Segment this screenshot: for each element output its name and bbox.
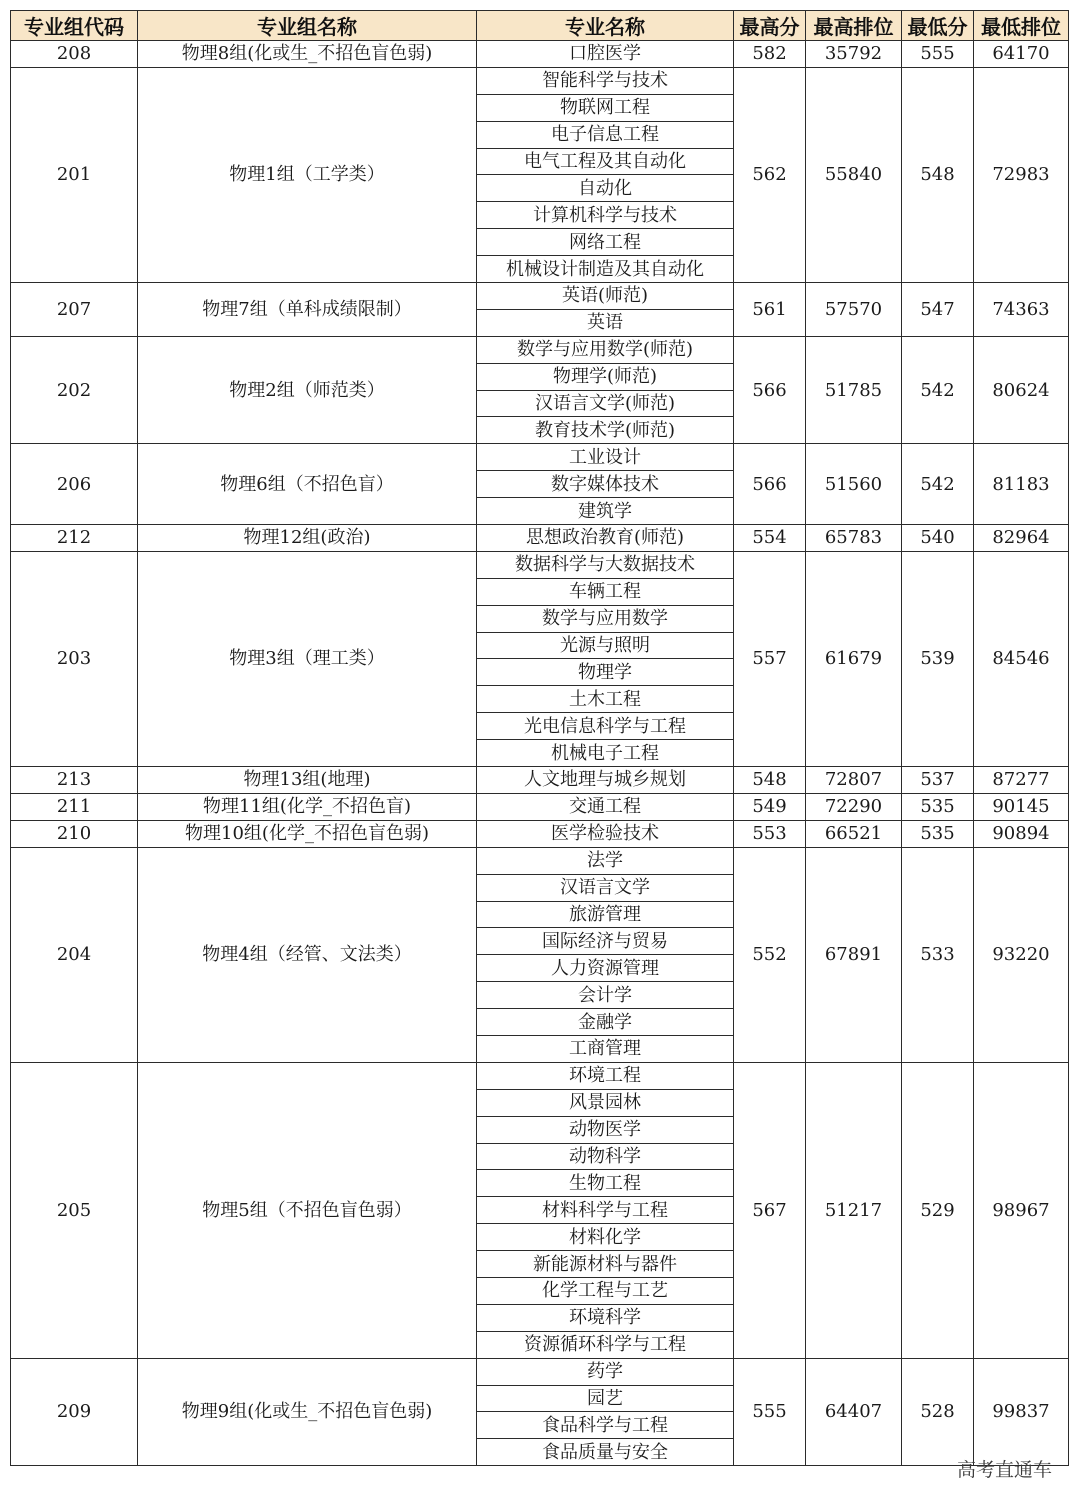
min-rank-cell: 90145	[974, 793, 1069, 820]
max-score-cell: 549	[734, 793, 806, 820]
major-name-cell: 自动化	[477, 175, 734, 202]
group-name-cell: 物理6组（不招色盲）	[138, 444, 477, 525]
table-row	[11, 444, 1069, 471]
major-name-cell: 汉语言文学	[477, 874, 734, 901]
major-name-cell: 国际经济与贸易	[477, 928, 734, 955]
min-score-cell: 555	[902, 41, 974, 68]
major-name-cell: 食品质量与安全	[477, 1439, 734, 1466]
header-min-score: 最低分	[902, 11, 974, 41]
group-code-cell: 201	[11, 67, 138, 282]
min-score-cell: 547	[902, 283, 974, 337]
min-rank-cell: 82964	[974, 525, 1069, 552]
table-row	[11, 1062, 1069, 1089]
max-rank-cell: 51217	[806, 1062, 902, 1358]
major-name-cell: 光电信息科学与工程	[477, 713, 734, 740]
major-name-cell: 园艺	[477, 1385, 734, 1412]
major-name-cell: 化学工程与工艺	[477, 1277, 734, 1304]
major-name-cell: 计算机科学与技术	[477, 202, 734, 229]
min-rank-cell: 90894	[974, 820, 1069, 847]
group-code-cell: 213	[11, 767, 138, 794]
max-score-cell: 555	[734, 1358, 806, 1466]
major-name-cell: 法学	[477, 847, 734, 874]
major-name-cell: 智能科学与技术	[477, 67, 734, 94]
max-score-cell: 552	[734, 847, 806, 1062]
major-name-cell: 环境科学	[477, 1304, 734, 1331]
major-name-cell: 机械电子工程	[477, 740, 734, 767]
min-score-cell: 539	[902, 551, 974, 766]
min-score-cell: 533	[902, 847, 974, 1062]
major-name-cell: 数学与应用数学(师范)	[477, 336, 734, 363]
major-name-cell: 数字媒体技术	[477, 471, 734, 498]
major-name-cell: 医学检验技术	[477, 820, 734, 847]
max-rank-cell: 67891	[806, 847, 902, 1062]
major-name-cell: 机械设计制造及其自动化	[477, 256, 734, 283]
major-name-cell: 药学	[477, 1358, 734, 1385]
header-group-name: 专业组名称	[138, 11, 477, 41]
min-rank-cell: 74363	[974, 283, 1069, 337]
max-score-cell: 561	[734, 283, 806, 337]
major-name-cell: 土木工程	[477, 686, 734, 713]
min-rank-cell: 98967	[974, 1062, 1069, 1358]
max-rank-cell: 51785	[806, 336, 902, 444]
max-score-cell: 566	[734, 336, 806, 444]
max-score-cell: 562	[734, 67, 806, 282]
table-body	[11, 41, 1069, 1466]
major-name-cell: 建筑学	[477, 498, 734, 525]
min-rank-cell: 64170	[974, 41, 1069, 68]
group-code-cell: 210	[11, 820, 138, 847]
header-major-name: 专业名称	[477, 11, 734, 41]
table-row	[11, 283, 1069, 310]
major-name-cell: 资源循环科学与工程	[477, 1331, 734, 1358]
group-name-cell: 物理11组(化学_不招色盲)	[138, 793, 477, 820]
group-name-cell: 物理1组（工学类）	[138, 67, 477, 282]
table-row	[11, 551, 1069, 578]
major-name-cell: 汉语言文学(师范)	[477, 390, 734, 417]
max-score-cell: 553	[734, 820, 806, 847]
major-name-cell: 动物科学	[477, 1143, 734, 1170]
group-code-cell: 207	[11, 283, 138, 337]
major-name-cell: 环境工程	[477, 1062, 734, 1089]
major-name-cell: 会计学	[477, 982, 734, 1009]
group-code-cell: 208	[11, 41, 138, 68]
min-score-cell: 528	[902, 1358, 974, 1466]
min-rank-cell: 99837	[974, 1358, 1069, 1466]
group-name-cell: 物理5组（不招色盲色弱）	[138, 1062, 477, 1358]
table-row	[11, 847, 1069, 874]
group-code-cell: 205	[11, 1062, 138, 1358]
major-name-cell: 交通工程	[477, 793, 734, 820]
max-score-cell: 582	[734, 41, 806, 68]
major-name-cell: 物理学(师范)	[477, 363, 734, 390]
table-row	[11, 67, 1069, 94]
table-row	[11, 793, 1069, 820]
major-name-cell: 生物工程	[477, 1170, 734, 1197]
group-name-cell: 物理13组(地理)	[138, 767, 477, 794]
max-rank-cell: 72290	[806, 793, 902, 820]
max-score-cell: 567	[734, 1062, 806, 1358]
major-name-cell: 英语	[477, 309, 734, 336]
min-score-cell: 542	[902, 336, 974, 444]
max-rank-cell: 55840	[806, 67, 902, 282]
min-rank-cell: 72983	[974, 67, 1069, 282]
major-name-cell: 旅游管理	[477, 901, 734, 928]
table-row	[11, 1358, 1069, 1385]
max-rank-cell: 72807	[806, 767, 902, 794]
major-name-cell: 数据科学与大数据技术	[477, 551, 734, 578]
group-name-cell: 物理10组(化学_不招色盲色弱)	[138, 820, 477, 847]
max-rank-cell: 61679	[806, 551, 902, 766]
min-rank-cell: 80624	[974, 336, 1069, 444]
major-name-cell: 物联网工程	[477, 94, 734, 121]
header-group-code: 专业组代码	[11, 11, 138, 41]
min-score-cell: 529	[902, 1062, 974, 1358]
max-rank-cell: 65783	[806, 525, 902, 552]
table-row	[11, 525, 1069, 552]
major-name-cell: 新能源材料与器件	[477, 1251, 734, 1278]
max-score-cell: 566	[734, 444, 806, 525]
major-name-cell: 电气工程及其自动化	[477, 148, 734, 175]
major-name-cell: 光源与照明	[477, 632, 734, 659]
watermark-text: 高考直通车	[956, 1459, 1052, 1481]
group-code-cell: 211	[11, 793, 138, 820]
major-name-cell: 工业设计	[477, 444, 734, 471]
header-max-rank: 最高排位	[806, 11, 902, 41]
max-rank-cell: 51560	[806, 444, 902, 525]
min-rank-cell: 93220	[974, 847, 1069, 1062]
max-rank-cell: 66521	[806, 820, 902, 847]
major-name-cell: 英语(师范)	[477, 283, 734, 310]
group-code-cell: 203	[11, 551, 138, 766]
major-name-cell: 人文地理与城乡规划	[477, 767, 734, 794]
max-rank-cell: 35792	[806, 41, 902, 68]
major-name-cell: 动物医学	[477, 1116, 734, 1143]
group-name-cell: 物理7组（单科成绩限制）	[138, 283, 477, 337]
major-name-cell: 思想政治教育(师范)	[477, 525, 734, 552]
min-score-cell: 537	[902, 767, 974, 794]
max-score-cell: 557	[734, 551, 806, 766]
major-name-cell: 材料科学与工程	[477, 1197, 734, 1224]
major-name-cell: 物理学	[477, 659, 734, 686]
table-row	[11, 820, 1069, 847]
major-name-cell: 食品科学与工程	[477, 1412, 734, 1439]
min-score-cell: 535	[902, 793, 974, 820]
group-code-cell: 209	[11, 1358, 138, 1466]
max-rank-cell: 57570	[806, 283, 902, 337]
admission-score-table	[10, 10, 1069, 1466]
major-name-cell: 电子信息工程	[477, 121, 734, 148]
major-name-cell: 教育技术学(师范)	[477, 417, 734, 444]
major-name-cell: 材料化学	[477, 1224, 734, 1251]
group-name-cell: 物理8组(化或生_不招色盲色弱)	[138, 41, 477, 68]
table-row	[11, 767, 1069, 794]
min-rank-cell: 87277	[974, 767, 1069, 794]
group-name-cell: 物理12组(政治)	[138, 525, 477, 552]
min-score-cell: 540	[902, 525, 974, 552]
table-row	[11, 336, 1069, 363]
major-name-cell: 车辆工程	[477, 578, 734, 605]
max-score-cell: 554	[734, 525, 806, 552]
group-code-cell: 212	[11, 525, 138, 552]
group-code-cell: 206	[11, 444, 138, 525]
major-name-cell: 风景园林	[477, 1089, 734, 1116]
header-min-rank: 最低排位	[974, 11, 1069, 41]
min-rank-cell: 81183	[974, 444, 1069, 525]
min-score-cell: 548	[902, 67, 974, 282]
major-name-cell: 金融学	[477, 1009, 734, 1036]
table-row	[11, 41, 1069, 68]
major-name-cell: 人力资源管理	[477, 955, 734, 982]
group-code-cell: 204	[11, 847, 138, 1062]
group-name-cell: 物理3组（理工类）	[138, 551, 477, 766]
header-row	[11, 11, 1069, 41]
group-name-cell: 物理2组（师范类）	[138, 336, 477, 444]
major-name-cell: 网络工程	[477, 229, 734, 256]
max-score-cell: 548	[734, 767, 806, 794]
major-name-cell: 口腔医学	[477, 41, 734, 68]
group-code-cell: 202	[11, 336, 138, 444]
major-name-cell: 工商管理	[477, 1035, 734, 1062]
max-rank-cell: 64407	[806, 1358, 902, 1466]
min-score-cell: 535	[902, 820, 974, 847]
group-name-cell: 物理4组（经管、文法类）	[138, 847, 477, 1062]
header-max-score: 最高分	[734, 11, 806, 41]
major-name-cell: 数学与应用数学	[477, 605, 734, 632]
group-name-cell: 物理9组(化或生_不招色盲色弱)	[138, 1358, 477, 1466]
min-score-cell: 542	[902, 444, 974, 525]
min-rank-cell: 84546	[974, 551, 1069, 766]
